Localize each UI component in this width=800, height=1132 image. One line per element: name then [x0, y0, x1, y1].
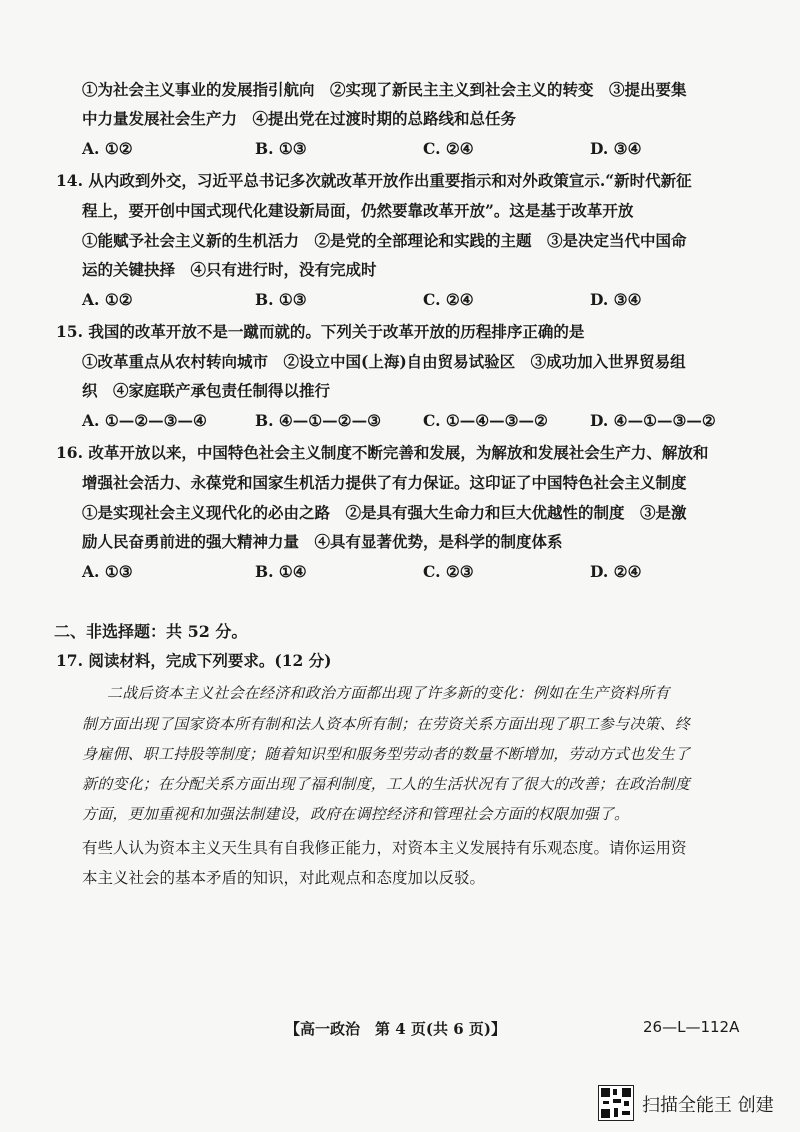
q15-stem: 15. 我国的改革开放不是一蹴而就的。下列关于改革开放的历程排序正确的是 [56, 322, 585, 341]
q13-option-a: A. ①② [82, 139, 133, 158]
q16-option-a: A. ①③ [82, 562, 133, 581]
q15-line-3: 织 ④家庭联产承包责任制得以推行 [82, 381, 331, 400]
q14-option-d: D. ③④ [590, 290, 642, 309]
q14-option-b: B. ①③ [255, 290, 307, 309]
scanner-watermark-text: 扫描全能王 创建 [642, 1095, 774, 1116]
q17-requirement-line-2: 本主义社会的基本矛盾的知识，对此观点和态度加以反驳。 [82, 869, 486, 887]
q15-option-a: A. ①—②—③—④ [82, 411, 207, 430]
q15-option-c: C. ①—④—③—② [423, 411, 548, 430]
exam-code: 26—L—112A [643, 1018, 740, 1036]
q13-line-1: ①为社会主义事业的发展指引航向 ②实现了新民主主义到社会主义的转变 ③提出要集 [82, 80, 687, 99]
page-footer: 【高一政治 第 4 页(共 6 页)】 [285, 1020, 506, 1038]
q15-option-d: D. ④—①—③—② [590, 411, 716, 430]
q14-line-3: ①能赋予社会主义新的生机活力 ②是党的全部理论和实践的主题 ③是决定当代中国命 [82, 231, 687, 250]
q17-material-line-4: 新的变化；在分配关系方面出现了福利制度，工人的生活状况有了很大的改善；在政治制度 [82, 775, 691, 793]
q16-option-d: D. ②④ [590, 562, 642, 581]
q17-heading: 17. 阅读材料，完成下列要求。(12 分) [56, 651, 332, 670]
q14-option-a: A. ①② [82, 290, 133, 309]
q13-line-2: 中力量发展社会生产力 ④提出党在过渡时期的总路线和总任务 [82, 109, 517, 128]
q16-stem-line-2: 增强社会活力、永葆党和国家生机活力提供了有力保证。这印证了中国特色社会主义制度 [82, 473, 687, 492]
q16-line-4: 励人民奋勇前进的强大精神力量 ④具有显著优势，是科学的制度体系 [82, 532, 563, 551]
q16-option-b: B. ①④ [255, 562, 307, 581]
q14-line-4: 运的关键抉择 ④只有进行时，没有完成时 [82, 260, 377, 279]
q15-option-b: B. ④—①—②—③ [255, 411, 381, 430]
q13-option-b: B. ①③ [255, 139, 307, 158]
q13-option-c: C. ②④ [423, 139, 474, 158]
q16-stem-line-1: 16. 改革开放以来，中国特色社会主义制度不断完善和发展，为解放和发展社会生产力、解放和 [56, 443, 709, 462]
q15-line-2: ①改革重点从农村转向城市 ②设立中国(上海)自由贸易试验区 ③成功加入世界贸易组 [82, 352, 686, 371]
q13-option-d: D. ③④ [590, 139, 642, 158]
section-heading: 二、非选择题：共 52 分。 [54, 622, 248, 641]
q17-material-line-5: 方面，更加重视和加强法制建设，政府在调控经济和管理社会方面的权限加强了。 [82, 805, 630, 823]
qr-code-icon [598, 1085, 634, 1121]
q17-requirement-line-1: 有些人认为资本主义天生具有自我修正能力，对资本主义发展持有乐观态度。请你运用资 [82, 839, 687, 857]
q14-stem-line-2: 程上，要开创中国式现代化建设新局面，仍然要靠改革开放”。这是基于改革开放 [82, 201, 634, 220]
q14-stem-line-1: 14. 从内政到外交，习近平总书记多次就改革开放作出重要指示和对外政策宣示.“新时代新征 [56, 171, 692, 190]
scanner-watermark [598, 1085, 788, 1121]
q17-material-line-2: 制方面出现了国家资本所有制和法人资本所有制；在劳资关系方面出现了职工参与决策、终 [82, 715, 691, 733]
q16-option-c: C. ②③ [423, 562, 474, 581]
q17-material-line-1: 二战后资本主义社会在经济和政治方面都出现了许多新的变化：例如在生产资料所有 [107, 684, 670, 702]
q16-line-3: ①是实现社会主义现代化的必由之路 ②是具有强大生命力和巨大优越性的制度 ③是激 [82, 503, 687, 522]
q17-material-line-3: 身雇佣、职工持股等制度；随着知识型和服务型劳动者的数量不断增加，劳动方式也发生了 [82, 745, 691, 763]
q14-option-c: C. ②④ [423, 290, 474, 309]
